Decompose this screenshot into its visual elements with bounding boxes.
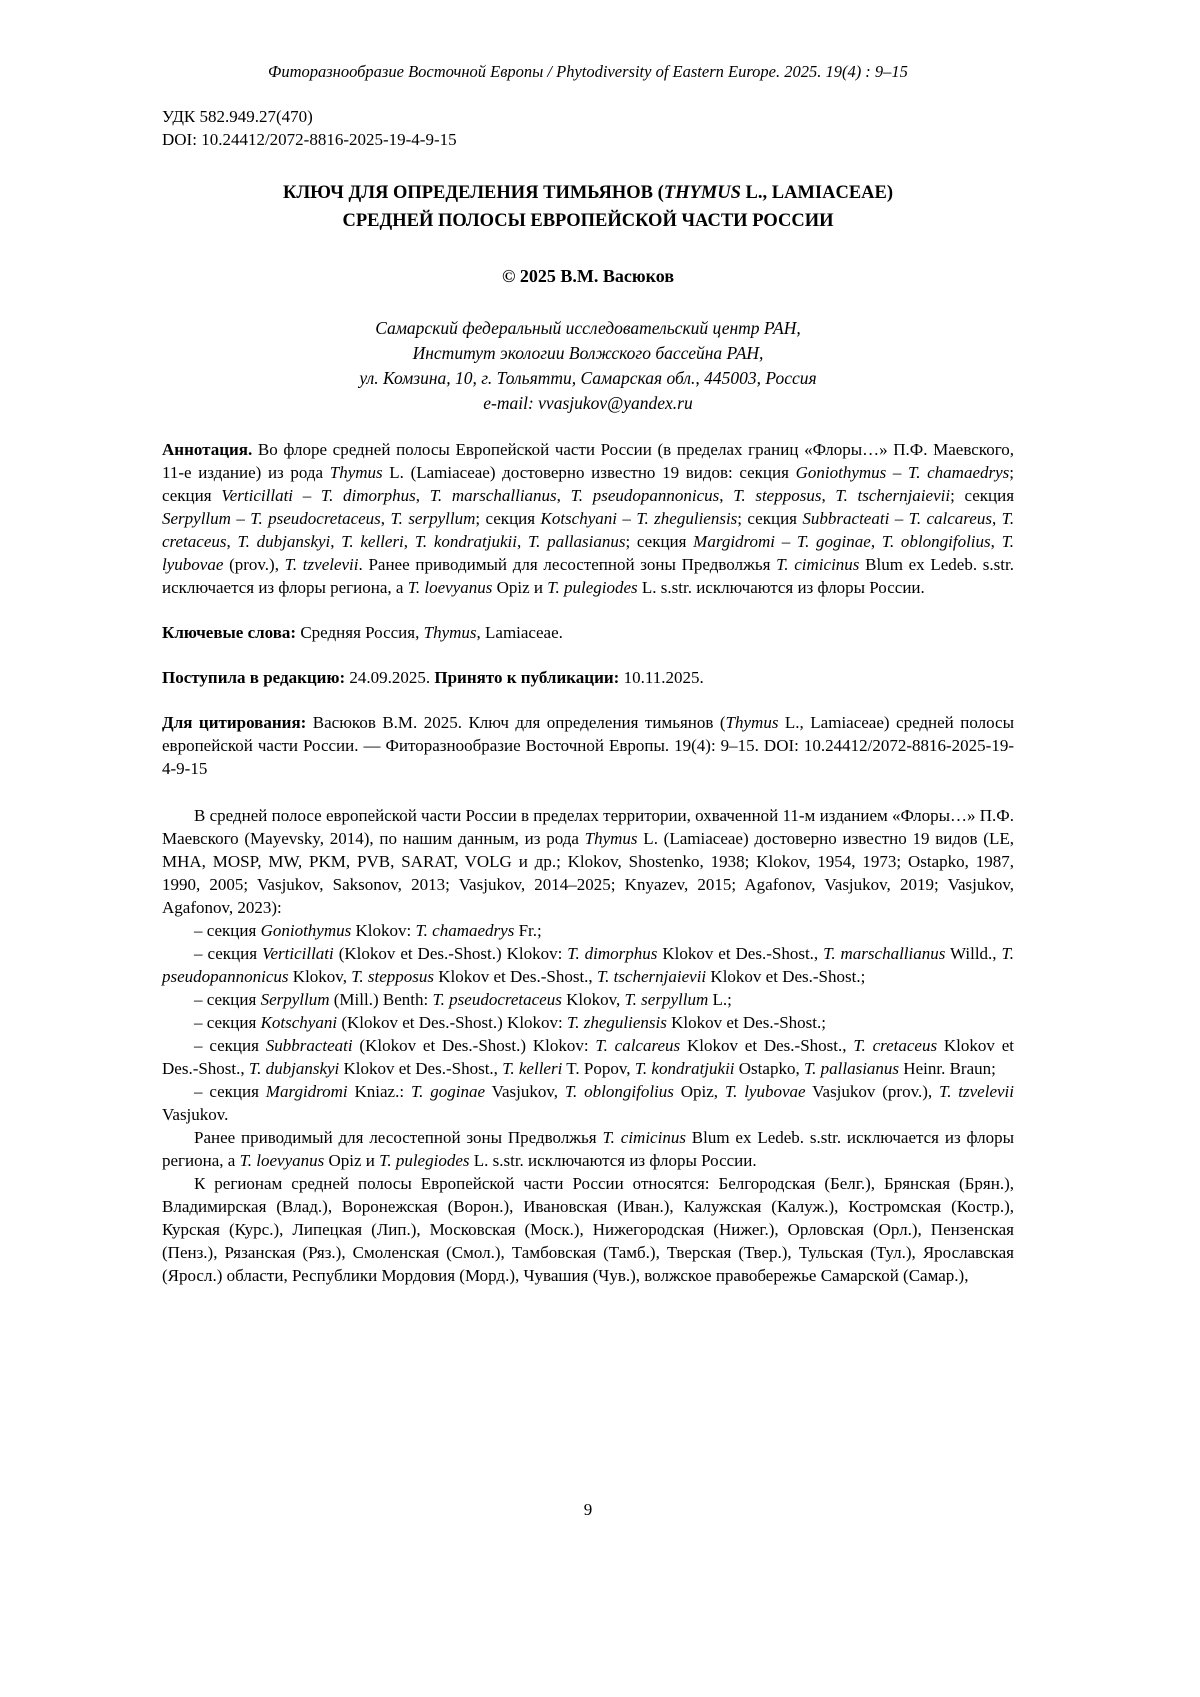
citation-paragraph: Для цитирования: Васюков В.М. 2025. Ключ для определения тимьянов (Thymus L., Lamiaceae) средней полосы европейской части России. — Фиторазнообразие Восточной Европы. 19(4): 9–15. DOI: 10.24412/2072-8816-2025-19-4-9-15 xyxy=(162,713,1015,778)
keywords-line: Ключевые слова: Средняя Россия, Thymus, Lamiaceae. xyxy=(162,623,563,642)
body-paragraph-section-goniothymus: – секция Goniothymus Klokov: T. chamaedrys Fr.; xyxy=(194,921,542,940)
copyright-line: © 2025 В.М. Васюков xyxy=(501,266,675,286)
body-paragraph-excluded-species: Ранее приводимый для лесостепной зоны Предволжья T. cimicinus Blum ex Ledeb. s.str. исключается из флоры региона, а T. loevyanus Opiz и T. pulegiodes L. s.str. исключаются из флоры России. xyxy=(162,1128,1014,1170)
body-paragraph-regions: К регионам средней полосы Европейской части России относятся: Белгородская (Белг.), Брянская (Брян.), Владимирская (Влад.), Воронежская (Ворон.), Ивановская (Иван.), Калужская (Калуж.), Костромская (Костр.), Курская (Курс.), Липецкая (Лип.), Московская (Моск.), Нижегородская (Нижег.), Орловская (Орл.), Пензенская (Пенз.), Рязанская (Ряз.), Смоленская (Смол.), Тамбовская (Тамб.), Тверская (Твер.), Тульская (Тул.), Ярославская (Яросл.) области, Республики Мордовия (Морд.), Чувашия (Чув.), волжское правобережье Самарской (Самар.), xyxy=(162,1174,1014,1285)
page-number: 9 xyxy=(583,1500,593,1519)
body-paragraph-section-subbracteati: – секция Subbracteati (Klokov et Des.-Shost.) Klokov: T. calcareus Klokov et Des.-Shost., T. cretaceus Klokov et Des.-Shost., T. dubjanskyi Klokov et Des.-Shost., T. kelleri T. Popov, T. kondratjukii Ostapko, T. pallasianus Heinr. Braun; xyxy=(162,1036,1014,1078)
body-paragraph-section-margidromi: – секция Margidromi Kniaz.: T. goginae Vasjukov, T. oblongifolius Opiz, T. lyubovae Vasjukov (prov.), T. tzvelevii Vasjukov. xyxy=(162,1082,1014,1124)
article-title-line-2: СРЕДНЕЙ ПОЛОСЫ ЕВРОПЕЙСКОЙ ЧАСТИ РОССИИ xyxy=(342,211,834,231)
udc-line: УДК 582.949.27(470) xyxy=(162,107,313,126)
affiliation-email: e-mail: vvasjukov@yandex.ru xyxy=(483,393,693,413)
article-title xyxy=(162,179,1014,235)
journal-header: Фиторазнообразие Восточной Европы / Phytodiversity of Eastern Europe. 2025. 19(4) : 9–15 xyxy=(268,62,908,81)
article-body xyxy=(162,804,1014,1287)
body-paragraph-section-serpyllum: – секция Serpyllum (Mill.) Benth: T. pseudocretaceus Klokov, T. serpyllum L.; xyxy=(194,990,732,1009)
affiliation-line: Институт экологии Волжского бассейна РАН, xyxy=(412,343,764,363)
dates-line: Поступила в редакцию: 24.09.2025. Принято к публикации: 10.11.2025. xyxy=(162,668,704,687)
body-paragraph-section-kotschyani: – секция Kotschyani (Klokov et Des.-Shost.) Klokov: T. zheguliensis Klokov et Des.-Shost.; xyxy=(194,1013,826,1032)
body-paragraph-section-verticillati: – секция Verticillati (Klokov et Des.-Shost.) Klokov: T. dimorphus Klokov et Des.-Shost., T. marschallianus Willd., T. pseudopannonicus Klokov, T. stepposus Klokov et Des.-Shost., T. tschernjaievii Klokov et Des.-Shost.; xyxy=(162,944,1014,986)
abstract-paragraph: Аннотация. Во флоре средней полосы Европейской части России (в пределах границ «Флоры…» П.Ф. Маевского, 11-е издание) из рода Thymus L. (Lamiaceae) достоверно известно 19 видов: секция Goniothymus – T. chamaedrys; секция Verticillati – T. dimorphus, T. marschallianus, T. pseudopannonicus, T. stepposus, T. tschernjaievii; секция Serpyllum – T. pseudocretaceus, T. serpyllum; секция Kotschyani – T. zheguliensis; секция Subbracteati – T. calcareus, T. cretaceus, T. dubjanskyi, T. kelleri, T. kondratjukii, T. pallasianus; секция Margidromi – T. goginae, T. oblongifolius, T. lyubovae (prov.), T. tzvelevii. Ранее приводимый для лесостепной зоны Предволжья T. cimicinus Blum ex Ledeb. s.str. исключается из флоры региона, а T. loevyanus Opiz и T. pulegiodes L. s.str. исключаются из флоры России. xyxy=(162,440,1015,597)
affiliation-block xyxy=(162,316,1014,416)
article-title-line-1: КЛЮЧ ДЛЯ ОПРЕДЕЛЕНИЯ ТИМЬЯНОВ (THYMUS L., LAMIACEAE) xyxy=(282,183,894,203)
affiliation-line: Самарский федеральный исследовательский центр РАН, xyxy=(375,318,801,338)
doi-line: DOI: 10.24412/2072-8816-2025-19-4-9-15 xyxy=(162,130,457,149)
body-paragraph-intro: В средней полосе европейской части России в пределах территории, охваченной 11-м изданием «Флоры…» П.Ф. Маевского (Mayevsky, 2014), по нашим данным, из рода Thymus L. (Lamiaceae) достоверно известно 19 видов (LE, MHA, MOSP, MW, PKM, PVB, SARAT, VOLG и др.; Klokov, Shostenko, 1938; Klokov, 1954, 1973; Ostapko, 1987, 1990, 2005; Vasjukov, Saksonov, 2013; Vasjukov, 2014–2025; Knyazev, 2015; Agafonov, Vasjukov, 2019; Vasjukov, Agafonov, 2023): xyxy=(162,806,1014,917)
affiliation-line: ул. Комзина, 10, г. Тольятти, Самарская обл., 445003, Россия xyxy=(359,368,817,388)
